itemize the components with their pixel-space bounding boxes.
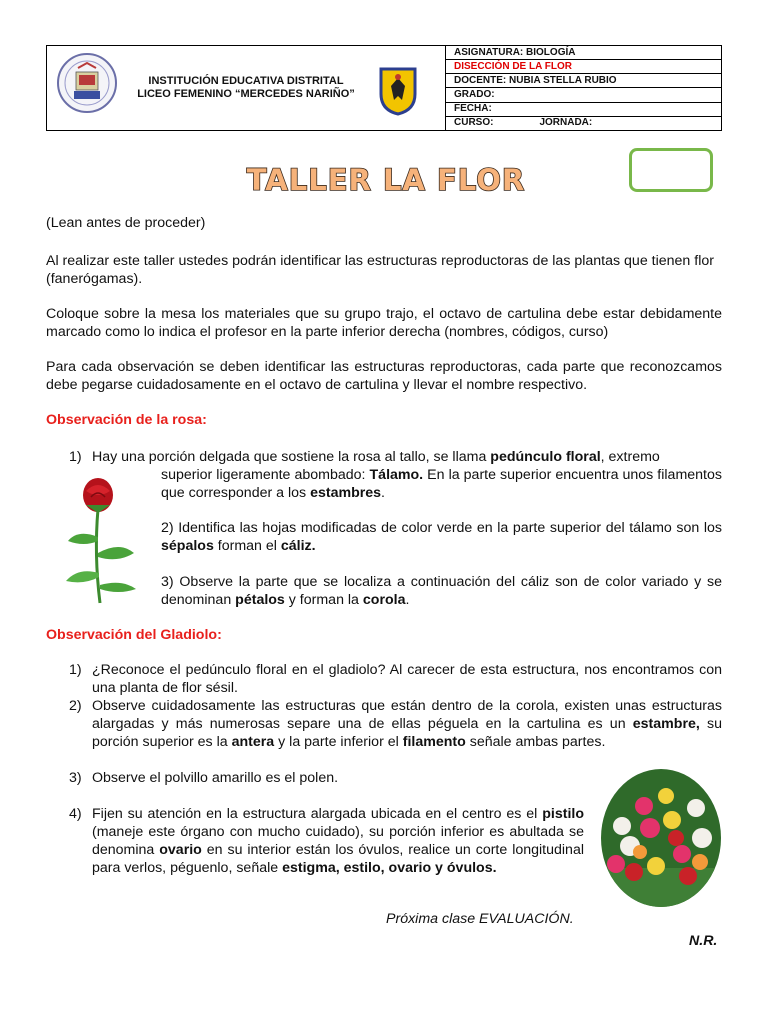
grade-cell: GRADO: [446,88,722,102]
term-pistil: pistilo [542,806,584,822]
gladiolus-image [600,768,722,908]
gladiolus-text: (maneje este órgano con mucho cuidado), su porción inferior es abultada se denomina [92,824,584,858]
rose-text: 3) Observe la parte que se localiza a continuación del cáliz son de color variado y se denominan [161,574,722,608]
term-petals: pétalos [235,592,285,608]
gladiolus-item-2 [92,697,722,751]
rose-item-1-line1 [92,448,722,466]
rose-text: superior ligeramente abombado: [161,467,370,483]
term-sepals: sépalos [161,538,214,554]
school-emblem-logo [56,52,118,114]
rose-text: . [405,592,410,608]
grade-box [629,148,713,192]
institution-line1: INSTITUCIÓN EDUCATIVA DISTRITAL [148,75,344,87]
gladiolus-item-1: ¿Reconoce el pedúnculo floral en el gladiolo? Al carecer de esta estructura, nos encontramos con una planta de flor sésil. [92,662,722,696]
rose-item-1-rest [161,466,722,502]
institution-line2: LICEO FEMENINO “MERCEDES NARIÑO” [137,88,355,100]
term-anther: antera [231,734,275,750]
topic-cell: DISECCIÓN DE LA FLOR [446,60,722,74]
teacher-cell: DOCENTE: NUBIA STELLA RUBIO [446,74,722,88]
rose-text: . [381,485,385,501]
course-info-table [445,45,722,131]
term-peduncle: pedúnculo floral [490,449,601,465]
next-class-note: Próxima clase EVALUACIÓN. [386,911,574,927]
gladiolus-item-4 [92,805,584,877]
rose-text: y forman la [284,592,363,608]
gladiolus-text: en su interior están los óvulos, realice un corte longitudinal para verlos, péguenlo, señale [92,842,584,876]
page-title [218,160,554,200]
city-shield-logo [378,66,418,116]
term-talamo: Tálamo. [369,467,424,483]
rose-text: Hay una porción delgada que sostiene la rosa al tallo, se llama [92,449,491,465]
intro-paragraph-3: Para cada observación se deben identificar las estructuras reproductoras, cada parte que reconozcamos debe pegarse cuidadosamente en el octavo de cartulina y llevar el nombre respectivo. [46,359,722,393]
read-note: (Lean antes de proceder) [46,215,206,231]
gladiolus-item-4-number: 4) [69,806,82,822]
rose-text: 2) Identifica las hojas modificadas de color verde en la parte superior del tálamo son los [161,520,722,536]
rose-text: forman el [213,538,281,554]
term-calyx: cáliz. [280,538,316,554]
teacher-initials: N.R. [689,933,718,949]
gladiolus-item-3-number: 3) [69,770,82,786]
rose-text: , extremo [600,449,660,465]
rose-image [60,475,144,605]
gladiolus-text: y la parte inferior el [274,734,403,750]
rose-heading: Observación de la rosa: [46,412,207,428]
course-cell [446,116,722,130]
gladiolus-text: Observe cuidadosamente las estructuras que están dentro de la corola, existen unas estructuras alargadas y más numerosas separe una de ellas péguela en la cartulina es un [92,698,722,732]
term-filament: filamento [402,734,466,750]
rose-item-2 [161,519,722,555]
rose-item-3 [161,573,722,609]
term-stigma-style-ovary-ovules: estigma, estilo, ovario y óvulos. [282,860,497,876]
gladiolus-heading: Observación del Gladiolo: [46,627,222,643]
intro-paragraph-2: Coloque sobre la mesa los materiales que su grupo trajo, el octavo de cartulina debe estar debidamente marcado como lo indica el profesor en la parte inferior derecha (nombres, códigos, curso) [46,306,722,340]
gladiolus-item-2-number: 2) [69,698,82,714]
rose-item-1-number: 1) [69,449,82,465]
gladiolus-text: su porción superior es la [92,716,722,750]
intro-paragraph-1: Al realizar este taller ustedes podrán identificar las estructuras reproductoras de las plantas que tienen flor (fanerógamas). [46,253,714,287]
term-ovary: ovario [159,842,202,858]
rose-text: En la parte superior encuentra unos filamentos que corresponder a los [161,467,722,501]
gladiolus-item-3: Observe el polvillo amarillo es el polen. [92,770,339,786]
term-corolla: corola [362,592,406,608]
term-stamens: estambres [310,485,382,501]
gladiolus-text: señale ambas partes. [465,734,606,750]
title-text: TALLER LA FLOR [246,163,526,197]
subject-cell: ASIGNATURA: BIOLOGÍA [446,46,722,60]
institution-name [126,75,366,101]
date-cell: FECHA: [446,102,722,116]
gladiolus-item-1-number: 1) [69,662,82,678]
term-stamen: estambre, [632,716,700,732]
shift-label: JORNADA: [539,117,593,129]
course-label: CURSO: [454,117,494,129]
gladiolus-text: Fijen su atención en la estructura alargada ubicada en el centro es el [92,806,543,822]
